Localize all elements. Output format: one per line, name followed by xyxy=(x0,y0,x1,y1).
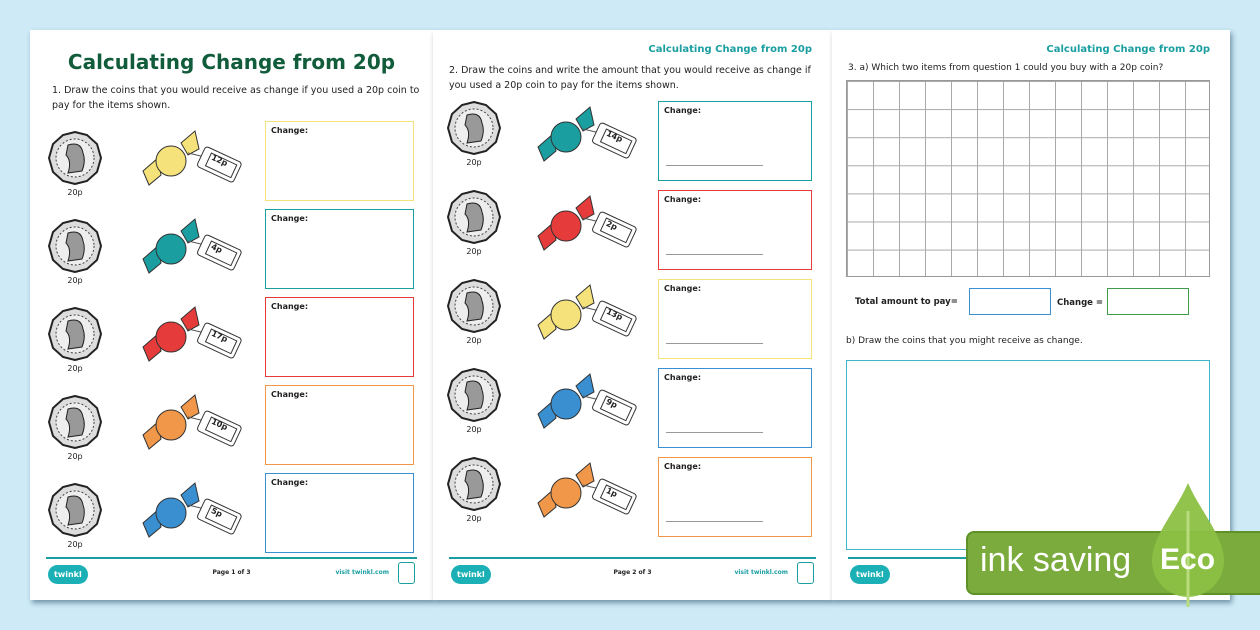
change-label: Change: xyxy=(271,214,309,223)
change-box[interactable] xyxy=(1107,288,1189,315)
page-subtitle: Calculating Change from 20p xyxy=(1046,44,1210,55)
20p-coin-icon xyxy=(48,483,102,537)
change-label: Change: xyxy=(664,195,702,204)
coin-label: 20p xyxy=(67,188,83,197)
answer-line xyxy=(666,521,763,522)
20p-coin-icon xyxy=(48,219,102,273)
change-label: Change = xyxy=(1057,298,1104,308)
item-row xyxy=(30,297,433,383)
change-answer-box[interactable] xyxy=(265,473,414,553)
sweet-with-price-tag-icon xyxy=(133,475,243,550)
sweet-with-price-tag-icon xyxy=(133,123,243,198)
page-number: Page 1 of 3 xyxy=(212,569,251,576)
sweet-with-price-tag-icon xyxy=(528,277,638,352)
coin-label: 20p xyxy=(466,514,482,523)
sweet-with-price-tag-icon xyxy=(133,387,243,462)
visit-link[interactable]: visit twinkl.com xyxy=(734,569,788,576)
eco-text: Eco xyxy=(1160,543,1216,576)
worksheet-page-1 xyxy=(30,30,433,600)
coin-label: 20p xyxy=(67,452,83,461)
twinkl-logo: twinkl xyxy=(451,565,491,584)
coin-label: 20p xyxy=(466,247,482,256)
item-row xyxy=(30,121,433,207)
change-label: Change: xyxy=(271,390,309,399)
price-tag: 9p xyxy=(604,397,619,410)
change-answer-box[interactable] xyxy=(265,209,414,289)
change-answer-box[interactable] xyxy=(658,368,812,448)
ink-saving-text: ink saving xyxy=(980,541,1132,579)
page-footer xyxy=(46,557,417,587)
item-row xyxy=(433,190,832,276)
coin-label: 20p xyxy=(67,540,83,549)
price-tag: 12p xyxy=(209,152,229,169)
question-3b: b) Draw the coins that you might receive as change. xyxy=(846,336,1083,346)
20p-coin-icon xyxy=(48,307,102,361)
total-amount-box[interactable] xyxy=(969,288,1051,315)
answer-line xyxy=(666,343,763,344)
squared-grid[interactable] xyxy=(846,80,1210,277)
change-answer-box[interactable] xyxy=(658,190,812,270)
change-label: Change: xyxy=(271,126,309,135)
change-answer-box[interactable] xyxy=(658,279,812,359)
change-answer-box[interactable] xyxy=(265,121,414,201)
change-answer-box[interactable] xyxy=(658,457,812,537)
item-row xyxy=(433,457,832,543)
20p-coin-icon xyxy=(447,101,501,155)
sweet-with-price-tag-icon xyxy=(528,455,638,530)
sweet-with-price-tag-icon xyxy=(528,188,638,263)
coin-label: 20p xyxy=(466,336,482,345)
20p-coin-icon xyxy=(447,279,501,333)
page-title: Calculating Change from 20p xyxy=(67,50,396,74)
price-tag: 4p xyxy=(209,242,224,255)
page-subtitle: Calculating Change from 20p xyxy=(648,44,812,55)
change-label: Change: xyxy=(664,373,702,382)
question-1: 1. Draw the coins that you would receive as change if you used a 20p coin to pay for the items shown. xyxy=(52,85,420,111)
20p-coin-icon xyxy=(447,368,501,422)
price-tag: 13p xyxy=(604,306,624,323)
quality-badge-icon xyxy=(398,562,415,584)
coin-label: 20p xyxy=(466,158,482,167)
change-label: Change: xyxy=(664,284,702,293)
visit-link[interactable]: visit twinkl.com xyxy=(335,569,389,576)
item-row xyxy=(433,101,832,187)
20p-coin-icon xyxy=(48,395,102,449)
twinkl-logo: twinkl xyxy=(850,565,890,584)
price-tag: 14p xyxy=(604,128,624,145)
item-row xyxy=(433,279,832,365)
change-label: Change: xyxy=(664,106,702,115)
price-tag: 1p xyxy=(604,486,619,499)
20p-coin-icon xyxy=(447,457,501,511)
coin-label: 20p xyxy=(67,276,83,285)
price-tag: 5p xyxy=(209,506,224,519)
sweet-with-price-tag-icon xyxy=(528,366,638,441)
page-footer xyxy=(449,557,816,587)
item-row xyxy=(30,473,433,559)
20p-coin-icon xyxy=(447,190,501,244)
20p-coin-icon xyxy=(48,131,102,185)
answer-line xyxy=(666,254,763,255)
item-row xyxy=(433,368,832,454)
change-label: Change: xyxy=(271,478,309,487)
change-answer-box[interactable] xyxy=(265,385,414,465)
change-label: Change: xyxy=(664,462,702,471)
coin-label: 20p xyxy=(466,425,482,434)
total-amount-label: Total amount to pay= xyxy=(855,297,958,307)
price-tag: 10p xyxy=(209,416,229,433)
change-answer-box[interactable] xyxy=(265,297,414,377)
item-row xyxy=(30,209,433,295)
item-row xyxy=(30,385,433,471)
coin-label: 20p xyxy=(67,364,83,373)
price-tag: 2p xyxy=(604,219,619,232)
answer-line xyxy=(666,432,763,433)
worksheet-page-2 xyxy=(433,30,832,600)
page-number: Page 2 of 3 xyxy=(613,569,652,576)
question-3a: 3. a) Which two items from question 1 could you buy with a 20p coin? xyxy=(848,63,1164,73)
question-2: 2. Draw the coins and write the amount that you would receive as change if you used a 20p coin to pay for the items shown. xyxy=(449,65,811,91)
change-answer-box[interactable] xyxy=(658,101,812,181)
twinkl-logo: twinkl xyxy=(48,565,88,584)
quality-badge-icon xyxy=(797,562,814,584)
sweet-with-price-tag-icon xyxy=(133,299,243,374)
sweet-with-price-tag-icon xyxy=(528,99,638,174)
price-tag: 17p xyxy=(209,328,229,345)
answer-line xyxy=(666,165,763,166)
sweet-with-price-tag-icon xyxy=(133,211,243,286)
change-label: Change: xyxy=(271,302,309,311)
